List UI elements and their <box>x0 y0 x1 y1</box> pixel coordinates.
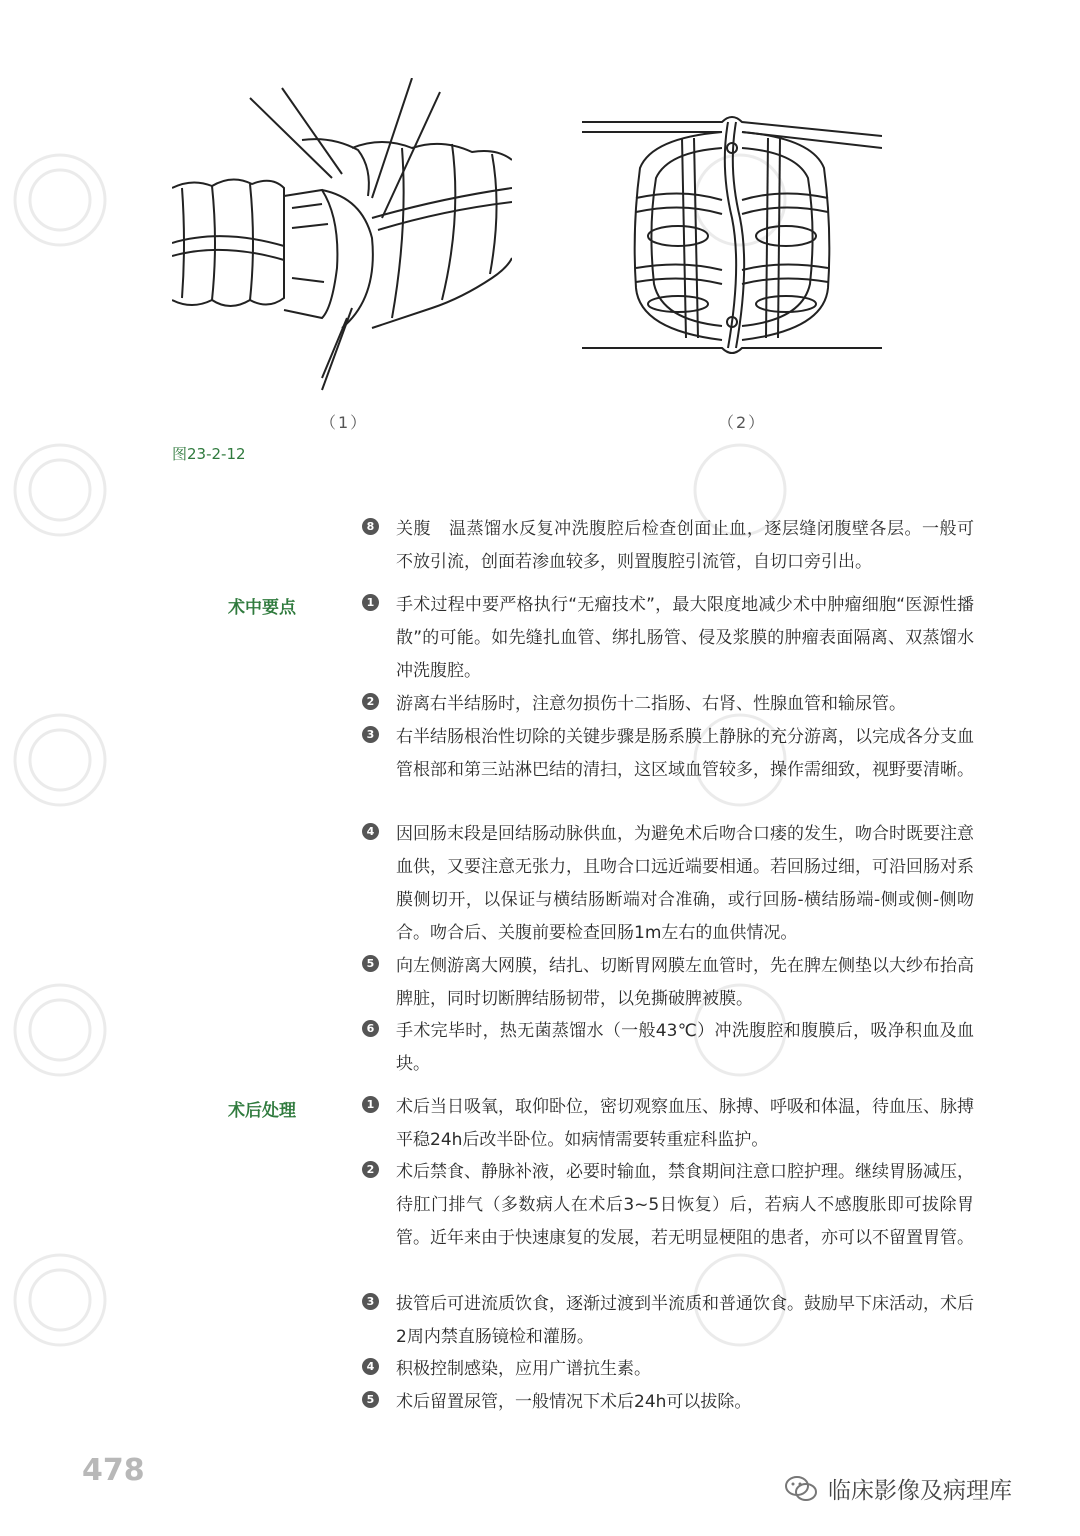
item-text: 术后留置尿管，一般情况下术后24h可以拔除。 <box>396 1392 752 1412</box>
item-text: 手术完毕时，热无菌蒸馏水（一般43℃）冲洗腹腔和腹膜后，吸净积血及血块。 <box>396 1021 974 1074</box>
item-text: 术后禁食、静脉补液，必要时输血，禁食期间注意口腔护理。继续胃肠减压，待肛门排气（多数病人在术后3~5日恢复）后，若病人不感腹胀即可拔除胃管。近年来由于快速康复的发展，若无明显梗阻的患者，亦可以不留置胃管。 <box>396 1162 974 1248</box>
section-title-intraop: 术中要点 <box>228 598 296 618</box>
item-text: 向左侧游离大网膜，结扎、切断胃网膜左血管时，先在脾左侧垫以大纱布抬高脾脏，同时切断脾结肠韧带，以免撕破脾被膜。 <box>396 956 974 1009</box>
item-text: 术后当日吸氧，取仰卧位，密切观察血压、脉搏、呼吸和体温，待血压、脉搏平稳24h后改半卧位。如病情需要转重症科监护。 <box>396 1097 974 1150</box>
figure-caption: 图23-2-12 <box>172 445 246 463</box>
figure-illustration-1 <box>172 78 512 398</box>
item-text: 拔管后可进流质饮食，逐渐过渡到半流质和普通饮食。鼓励早下床活动，术后2周内禁直肠镜检和灌肠。 <box>396 1294 974 1347</box>
item-number-badge: 6 <box>362 1020 379 1037</box>
item-number-badge: 2 <box>362 1161 379 1178</box>
item-number-badge: 5 <box>362 955 379 972</box>
list-item <box>362 1091 974 1157</box>
item-number-badge: 4 <box>362 823 379 840</box>
item-number-badge: 1 <box>362 1096 379 1113</box>
list-item <box>362 1015 974 1081</box>
item-number-badge: 8 <box>362 518 379 535</box>
page-number: 478 <box>82 1453 145 1488</box>
figure-illustration-2 <box>582 108 882 363</box>
item-number-badge: 4 <box>362 1358 379 1375</box>
list-item <box>362 1386 974 1419</box>
item-number-badge: 1 <box>362 594 379 611</box>
item-text: 积极控制感染，应用广谱抗生素。 <box>396 1359 651 1379</box>
item-number-badge: 3 <box>362 1293 379 1310</box>
list-item <box>362 589 974 688</box>
list-item <box>362 688 974 721</box>
list-item <box>362 950 974 1016</box>
figure-label-1: （1） <box>320 413 369 432</box>
item-lead-term: 关腹 <box>396 519 432 539</box>
list-item <box>362 1353 974 1386</box>
item-text: 因回肠末段是回结肠动脉供血，为避免术后吻合口瘘的发生，吻合时既要注意血供，又要注意无张力，且吻合口远近端要相通。若回肠过细，可沿回肠对系膜侧切开，以保证与横结肠断端对合准确，或行回肠-横结肠端-侧或侧-侧吻合。吻合后、关腹前要检查回肠1m左右的血供情况。 <box>396 824 974 943</box>
list-item <box>362 1156 974 1255</box>
section-title-postop: 术后处理 <box>228 1101 296 1121</box>
item-number-badge: 2 <box>362 693 379 710</box>
wechat-icon <box>784 1475 818 1503</box>
footer-brand <box>784 1472 1012 1505</box>
item-text: 温蒸馏水反复冲洗腹腔后检查创面止血，逐层缝闭腹壁各层。一般可不放引流，创面若渗血较多，则置腹腔引流管，自切口旁引出。 <box>396 519 975 572</box>
item-text: 游离右半结肠时，注意勿损伤十二指肠、右肾、性腺血管和输尿管。 <box>396 694 906 714</box>
list-item <box>362 721 974 787</box>
item-number-badge: 3 <box>362 726 379 743</box>
list-item <box>362 1288 974 1354</box>
list-item <box>362 818 974 950</box>
item-text: 右半结肠根治性切除的关键步骤是肠系膜上静脉的充分游离，以完成各分支血管根部和第三站淋巴结的清扫，这区域血管较多，操作需细致，视野要清晰。 <box>396 727 974 780</box>
brand-name: 临床影像及病理库 <box>828 1478 1012 1504</box>
item-number-badge: 5 <box>362 1391 379 1408</box>
item-text: 手术过程中要严格执行“无瘤技术”，最大限度地减少术中肿瘤细胞“医源性播散”的可能。如先缝扎血管、绑扎肠管、侵及浆膜的肿瘤表面隔离、双蒸馏水冲洗腹腔。 <box>396 595 974 681</box>
figure-label-2: （2） <box>718 413 767 432</box>
list-item-close-abdomen <box>362 513 974 579</box>
